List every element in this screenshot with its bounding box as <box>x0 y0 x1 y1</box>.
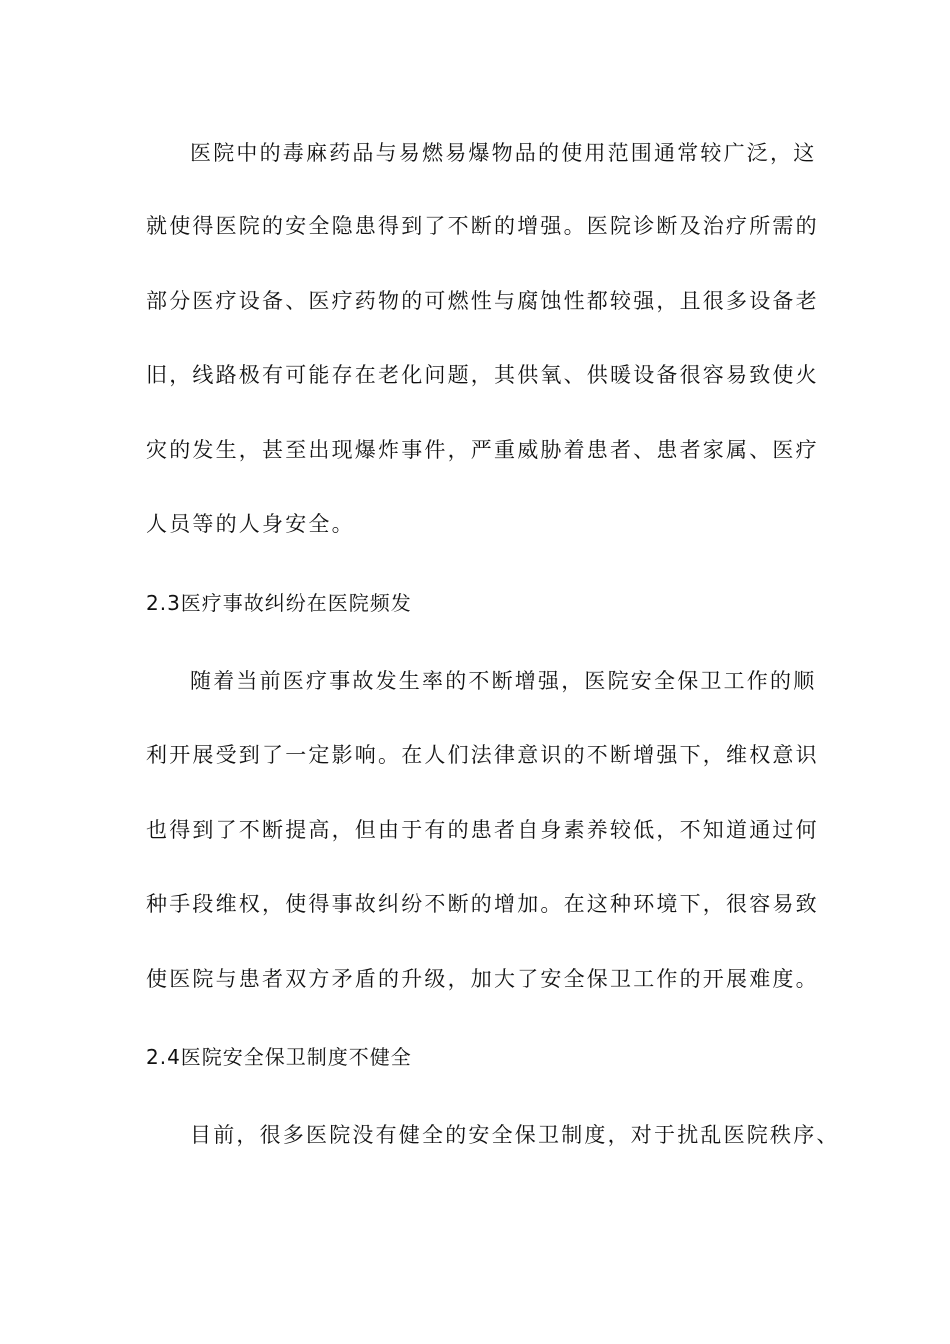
section-heading-2-3: 2.3医疗事故纠纷在医院频发 <box>146 591 412 615</box>
section-heading-2-4: 2.4医院安全保卫制度不健全 <box>146 1045 412 1069</box>
paragraph-1-line-5: 灾的发生，甚至出现爆炸事件，严重威胁着患者、患者家属、医疗 <box>146 438 819 462</box>
paragraph-1-line-6: 人员等的人身安全。 <box>146 512 355 536</box>
paragraph-2-line-4: 种手段维权，使得事故纠纷不断的增加。在这种环境下，很容易致 <box>146 892 819 916</box>
paragraph-1-line-1: 医院中的毒麻药品与易燃易爆物品的使用范围通常较广泛，这 <box>190 141 817 165</box>
paragraph-2-line-3: 也得到了不断提高，但由于有的患者自身素养较低，不知道通过何 <box>146 818 819 842</box>
paragraph-2-line-5: 使医院与患者双方矛盾的升级，加大了安全保卫工作的开展难度。 <box>146 967 819 991</box>
paragraph-1-line-4: 旧，线路极有可能存在老化问题，其供氧、供暖设备很容易致使火 <box>146 363 819 387</box>
paragraph-2-line-1: 随着当前医疗事故发生率的不断增强，医院安全保卫工作的顺 <box>190 669 817 693</box>
paragraph-1-line-3: 部分医疗设备、医疗药物的可燃性与腐蚀性都较强，且很多设备老 <box>146 289 819 313</box>
paragraph-2-line-2: 利开展受到了一定影响。在人们法律意识的不断增强下，维权意识 <box>146 743 819 767</box>
paragraph-1-line-2: 就使得医院的安全隐患得到了不断的增强。医院诊断及治疗所需的 <box>146 214 819 238</box>
paragraph-3-line-1: 目前，很多医院没有健全的安全保卫制度，对于扰乱医院秩序、 <box>190 1123 840 1147</box>
